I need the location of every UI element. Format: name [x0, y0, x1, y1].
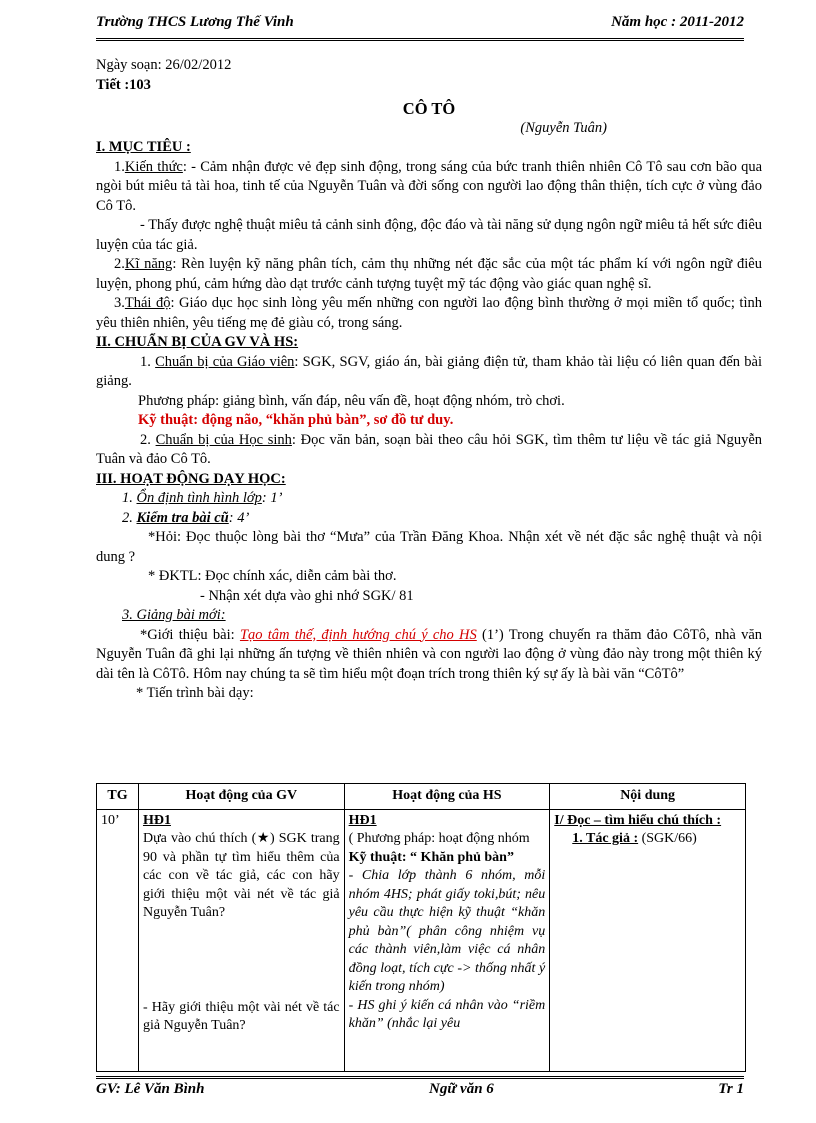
cell-teacher-activity: [138, 809, 344, 1071]
document-body: [96, 56, 762, 704]
footer-page: Tr 1: [718, 1081, 744, 1097]
prep-student: [96, 431, 762, 470]
lesson-title: CÔ TÔ: [402, 99, 456, 118]
lesson-intro-lead: *Giới thiệu bài:: [140, 626, 240, 643]
lesson-number: Tiết :103: [96, 76, 151, 93]
teacher-activity-label: HĐ1: [142, 812, 171, 828]
cell-content: [550, 809, 746, 1071]
objective-knowledge-num: 1.: [114, 158, 125, 175]
teacher-activity-text: Dựa vào chú thích (★) SGK trang 90 và phần tự tìm hiểu thêm của các con về tác giả, các con hãy giới thiệu một vài nét về tác giả Nguyễn Tuân?: [142, 831, 340, 920]
page-header: [96, 14, 744, 31]
prep-teacher-text: : SGK, SGV, giáo án, bài giảng điện tử, tham khảo tài liệu có liên quan đến bài giảng.: [96, 353, 762, 389]
header-rule: [96, 38, 744, 41]
step-review-num: 2.: [122, 509, 137, 526]
step-classroom-label: Ổn định tình hình lớp: [136, 490, 262, 506]
prep-teacher-label: Chuẩn bị của Giáo viên: [155, 353, 295, 370]
page-footer: [96, 1081, 744, 1098]
objective-attitude-text: : Giáo dục học sinh lòng yêu mến những con người lao động bình thường ở mọi miền tổ quốc; tình yêu thiên nhiên, yêu tiếng mẹ đẻ giàu có, trong sáng.: [96, 295, 762, 331]
student-method: ( Phương pháp: hoạt động nhóm: [348, 831, 530, 846]
cell-student-activity: [344, 809, 550, 1071]
student-activity-label: HĐ1: [348, 812, 377, 828]
prep-student-text: : Đọc văn bản, soạn bài theo câu hỏi SGK, tìm thêm tư liệu về tác giả Nguyễn Tuân và đảo Cô Tô.: [96, 431, 763, 467]
objective-attitude-label: Thái độ: [124, 295, 171, 311]
section-preparation-heading: II. CHUẨN BỊ CỦA GV VÀ HS:: [96, 334, 299, 350]
school-name: Trường THCS Lương Thế Vinh: [96, 14, 294, 30]
table-row: [97, 809, 746, 1071]
table-header-row: [97, 784, 746, 810]
prep-method: Phương pháp: giảng bình, vấn đáp, nêu vấn đề, hoạt động nhóm, trò chơi.: [138, 392, 565, 409]
header-time: TG: [97, 784, 139, 810]
cell-time: 10’: [97, 809, 139, 1071]
prep-student-num: 2.: [140, 431, 156, 448]
objective-knowledge: [96, 158, 762, 217]
student-technique: Kỹ thuật: “ Khăn phủ bàn”: [348, 849, 514, 865]
footer-rule: [96, 1076, 744, 1079]
step-classroom: [96, 489, 762, 509]
prep-technique: Kỹ thuật: động não, “khăn phủ bàn”, sơ đồ tư duy.: [138, 412, 454, 428]
school-year: Năm học : 2011-2012: [611, 14, 744, 30]
lesson-intro-text: (1’) Trong chuyến ra thăm đảo CôTô, nhà văn Nguyễn Tuân đã ghi lại những ấn tượng về thiên nhiên và con người lao động ở vùng đảo này trong một thiên ký dài tên là CôTô. Hôm nay chúng ta sẽ tìm hiểu một đoạn trích trong thiên ký sự ấy là bài văn “CôTô”: [96, 626, 762, 682]
content-item: [554, 830, 741, 849]
content-item-text: (SGK/66): [638, 831, 697, 846]
section-activities-heading: III. HOẠT ĐỘNG DẠY HỌC:: [96, 470, 286, 487]
objective-knowledge-label: Kiến thức: [124, 158, 183, 175]
step-review-label: Kiểm tra bài cũ: [136, 509, 229, 526]
objective-skill: [96, 255, 762, 294]
step-review: [96, 509, 762, 529]
objective-attitude: [96, 294, 762, 333]
prep-teacher-num: 1.: [140, 353, 156, 370]
footer-subject: Ngữ văn 6: [428, 1081, 494, 1097]
footer-teacher: GV: Lê Văn Bình: [96, 1081, 205, 1097]
header-teacher-activity: Hoạt động của GV: [138, 784, 344, 810]
student-activity-text-2: - HS ghi ý kiến cá nhân vào “riềm khăn” (nhắc lại yêu: [348, 997, 546, 1031]
lesson-intro-highlight: Tạo tâm thế, định hướng chú ý cho HS: [239, 626, 477, 643]
lesson-intro: [96, 626, 762, 685]
prep-date: Ngày soạn: 26/02/2012: [96, 57, 232, 73]
lesson-table: [96, 783, 746, 1072]
lesson-process: * Tiến trình bài dạy:: [136, 685, 254, 701]
section-objectives-heading: I. MỤC TIÊU :: [96, 139, 191, 155]
content-item-label: 1. Tác giả :: [572, 831, 639, 846]
prep-teacher: [96, 353, 762, 392]
lesson-author: (Nguyễn Tuân): [520, 119, 607, 136]
content-heading: I/ Đọc – tìm hiểu chú thích :: [554, 812, 722, 828]
header-student-activity: Hoạt động của HS: [344, 784, 550, 810]
step-classroom-time: : 1’: [261, 490, 283, 506]
objective-attitude-num: 3.: [114, 295, 125, 311]
header-content: Nội dung: [550, 784, 746, 810]
objective-skill-label: Kĩ năng: [124, 256, 173, 272]
step-new-lesson: 3. Giảng bài mới:: [122, 607, 226, 623]
review-question: *Hỏi: Đọc thuộc lòng bài thơ “Mưa” của Trần Đăng Khoa. Nhận xét về nét đặc sắc nghệ thuật và nội dung ?: [96, 529, 762, 565]
step-classroom-num: 1.: [122, 490, 137, 506]
objective-knowledge-2: - Thấy được nghệ thuật miêu tả cảnh sinh động, độc đáo và tài năng sử dụng ngôn ngữ miêu tả hết sức điêu luyện của tác giả.: [96, 217, 762, 253]
objective-knowledge-text: : - Cảm nhận được vẻ đẹp sinh động, trong sáng của bức tranh thiên nhiên Cô Tô sau cơn bão qua ngòi bút miêu tả tài hoa, tinh tế của Nguyễn Tuân và đời sống con người lao động thân thiện, tích cực ở vùng đảo Cô Tô.: [96, 158, 762, 214]
student-activity-text: - Chia lớp thành 6 nhóm, mỗi nhóm 4HS; phát giấy toki,bút; nêu yêu cầu thực hiện kỹ thuật “khăn phủ bàn”( phân công nhiệm vụ các thành viên,làm việc cá nhân đồng loạt, tích cực -> thống nhất ý kiến trong nhóm): [348, 868, 546, 994]
prep-student-label: Chuẩn bị của Học sinh: [155, 431, 292, 448]
objective-skill-num: 2.: [114, 256, 125, 272]
objective-skill-text: : Rèn luyện kỹ năng phân tích, cảm thụ những nét đặc sắc của một tác phẩm kí với ngôn ngữ điêu luyện, phong phú, cảm hứng dào dạt trước cảnh tượng tuyệt mỹ tác động vào giác quan nghệ sĩ.: [96, 256, 762, 292]
step-review-time: : 4’: [228, 509, 250, 526]
review-answer-1: * ĐKTL: Đọc chính xác, diễn cảm bài thơ.: [148, 568, 397, 584]
review-answer-2: - Nhận xét dựa vào ghi nhớ SGK/ 81: [200, 587, 414, 604]
teacher-activity-text-2: - Hãy giới thiệu một vài nét về tác giả Nguyễn Tuân?: [142, 999, 340, 1033]
